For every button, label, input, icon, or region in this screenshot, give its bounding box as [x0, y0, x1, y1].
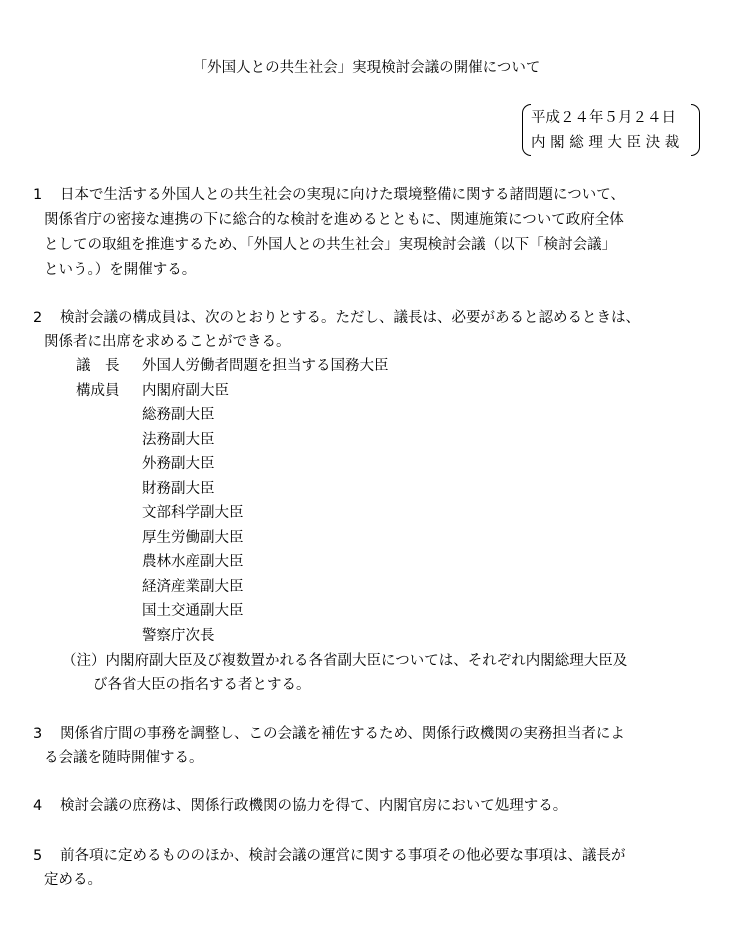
member-item: 法務副大臣: [142, 432, 215, 448]
member-item: 経済産業副大臣: [142, 579, 244, 595]
members-label: 構成員: [76, 383, 120, 399]
item-1-line-1: 日本で生活する外国人との共生社会の実現に向けた環境整備に関する諸問題について、: [60, 187, 625, 203]
item-number: 1: [33, 187, 43, 203]
chair-label: 議 長: [76, 358, 120, 374]
item-2-line-2: 関係者に出席を求めることができる。: [44, 334, 291, 350]
chair-value: 外国人労働者問題を担当する国務大臣: [142, 358, 389, 374]
member-item: 厚生労働副大臣: [142, 530, 244, 546]
decision-date: 平成２４年５月２４日: [531, 110, 676, 126]
item-number: 5: [33, 848, 43, 864]
item-3-line-2: る会議を随時開催する。: [44, 750, 204, 766]
item-number: 2: [33, 310, 43, 326]
decision-authority: 内 閣 総 理 大 臣 決 裁: [531, 135, 680, 151]
member-item: 国土交通副大臣: [142, 603, 244, 619]
member-item: 警察庁次長: [142, 628, 215, 644]
member-item: 文部科学副大臣: [142, 505, 244, 521]
right-bracket: [691, 104, 700, 156]
note-line-2: び各省大臣の指名する者とする。: [93, 677, 311, 693]
item-5-line-2: 定める。: [44, 872, 102, 888]
item-1-line-2: 関係省庁の密接な連携の下に総合的な検討を進めるとともに、関連施策について政府全体: [44, 212, 624, 228]
item-1-line-3: としての取組を推進するため、「外国人との共生社会」実現検討会議（以下「検討会議」: [44, 237, 617, 253]
member-item: 財務副大臣: [142, 481, 215, 497]
member-item: 農林水産副大臣: [142, 554, 244, 570]
item-1-line-4: という。）を開催する。: [44, 262, 197, 278]
member-item: 外務副大臣: [142, 456, 215, 472]
document-title: 「外国人との共生社会」実現検討会議の開催について: [192, 60, 541, 76]
item-number: 4: [33, 798, 43, 814]
note-line-1: （注）内閣府副大臣及び複数置かれる各省副大臣については、それぞれ内閣総理大臣及: [62, 653, 628, 669]
member-item: 内閣府副大臣: [142, 383, 229, 399]
member-item: 総務副大臣: [142, 407, 215, 423]
item-2-line-1: 検討会議の構成員は、次のとおりとする。ただし、議長は、必要があると認めるときは、: [60, 310, 640, 326]
left-bracket: [522, 104, 531, 156]
decision-box: [522, 104, 700, 156]
item-3-line-1: 関係省庁間の事務を調整し、この会議を補佐するため、関係行政機関の実務担当者によ: [60, 726, 625, 742]
item-5-line-1: 前各項に定めるもののほか、検討会議の運営に関する事項その他必要な事項は、議長が: [60, 848, 626, 864]
item-4-line-1: 検討会議の庶務は、関係行政機関の協力を得て、内閣官房において処理する。: [60, 798, 568, 814]
item-number: 3: [33, 726, 43, 742]
